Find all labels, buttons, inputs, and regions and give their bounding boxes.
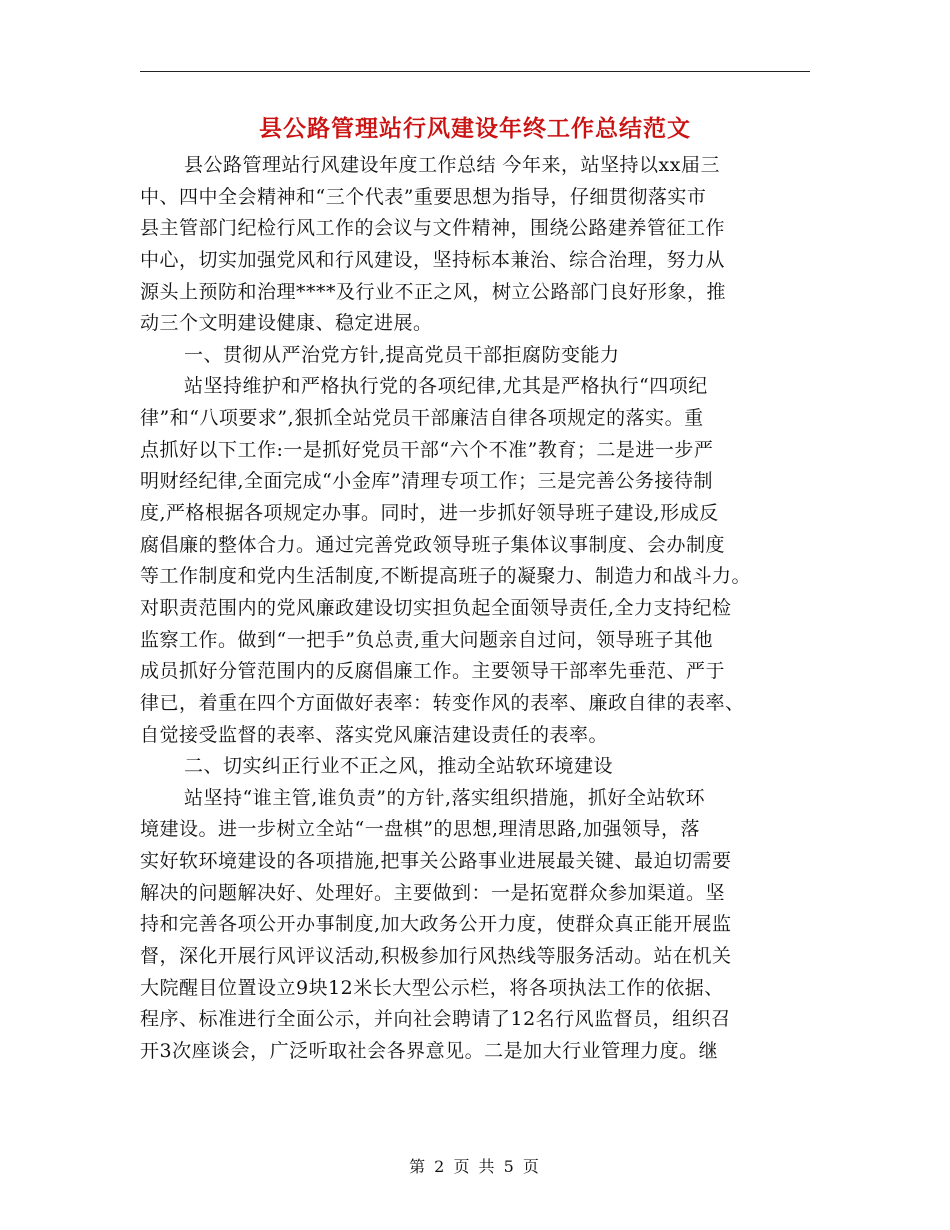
header-rule: [140, 71, 810, 72]
text-line: 腐倡廉的整体合力。通过完善党政领导班子集体议事制度、会办制度: [140, 533, 726, 556]
text-line: 律已，着重在四个方面做好表率：转变作风的表率、廉政自律的表率、: [140, 691, 745, 714]
document-title: 县公路管理站行风建设年终工作总结范文: [259, 115, 691, 142]
text-line: 县公路管理站行风建设年度工作总结 今年来，站坚持以xx届三: [184, 154, 720, 176]
text-line: 成员抓好分管范围内的反腐倡廉工作。主要领导干部率先垂范、严于: [140, 660, 726, 683]
text-line: 解决的问题解决好、处理好。主要做到：一是拓宽群众参加渠道。坚: [140, 881, 726, 904]
document-body: [140, 150, 820, 1068]
text-line: 持和完善各项公开办事制度,加大政务公开力度，使群众真正能开展监: [140, 913, 732, 936]
text-line: 大院醒目位置设立9块12米长大型公示栏，将各项执法工作的依据、: [140, 976, 724, 999]
text-line: 县主管部门纪检行风工作的会议与文件精神，围绕公路建养管征工作: [140, 217, 726, 240]
text-line: 源头上预防和治理****及行业不正之风，树立公路部门良好形象，推: [140, 280, 727, 303]
text-line: 站坚持维护和严格执行党的各项纪律,尤其是严格执行“四项纪: [184, 375, 708, 398]
text-line: 开3次座谈会，广泛听取社会各界意见。二是加大行业管理力度。继: [140, 1039, 719, 1062]
text-line: 程序、标准进行全面公示，并向社会聘请了12名行风监督员，组织召: [140, 1008, 731, 1031]
text-line: 明财经纪律,全面完成“小金库”清理专项工作；三是完善公务接待制: [140, 470, 713, 493]
text-line: 中、四中全会精神和“三个代表”重要思想为指导，仔细贯彻落实市: [140, 185, 707, 208]
text-line: 点抓好以下工作:一是抓好党员干部“六个不准”教育；二是进一步严: [140, 438, 714, 461]
text-line: 等工作制度和党内生活制度,不断提高班子的凝聚力、制造力和战斗力。: [140, 565, 752, 588]
text-line: 动三个文明建设健康、稳定进展。: [140, 312, 433, 335]
section-heading-1: 一、贯彻从严治党方针,提高党员干部拒腐防变能力: [184, 343, 620, 366]
text-line: 对职责范围内的党风廉政建设切实担负起全面领导责任,全力支持纪检: [140, 596, 732, 619]
text-line: 境建设。进一步树立全站“一盘棋”的思想,理清思路,加强领导，落: [140, 818, 701, 841]
text-line: 律”和“八项要求”,狠抓全站党员干部廉洁自律各项规定的落实。重: [140, 407, 704, 430]
text-line: 度,严格根据各项规定办事。同时，进一步抓好领导班子建设,形成反: [140, 502, 719, 525]
text-line: 实好软环境建设的各项措施,把事关公路事业进展最关键、最迫切需要: [140, 850, 732, 873]
text-line: 站坚持“谁主管,谁负责”的方针,落实组织措施，抓好全站软环: [184, 786, 706, 809]
text-line: 中心，切实加强党风和行风建设，坚持标本兼治、综合治理，努力从: [140, 248, 726, 271]
text-line: 监察工作。做到“一把手”负总责,重大问题亲自过问，领导班子其他: [140, 628, 713, 651]
page-number: 第 2 页 共 5 页: [409, 1157, 541, 1176]
text-line: 督，深化开展行风评议活动,积极参加行风热线等服务活动。站在机关: [140, 945, 732, 968]
text-line: 自觉接受监督的表率、落实党风廉洁建设责任的表率。: [140, 723, 609, 746]
section-heading-2: 二、切实纠正行业不正之风，推动全站软环境建设: [184, 755, 614, 778]
